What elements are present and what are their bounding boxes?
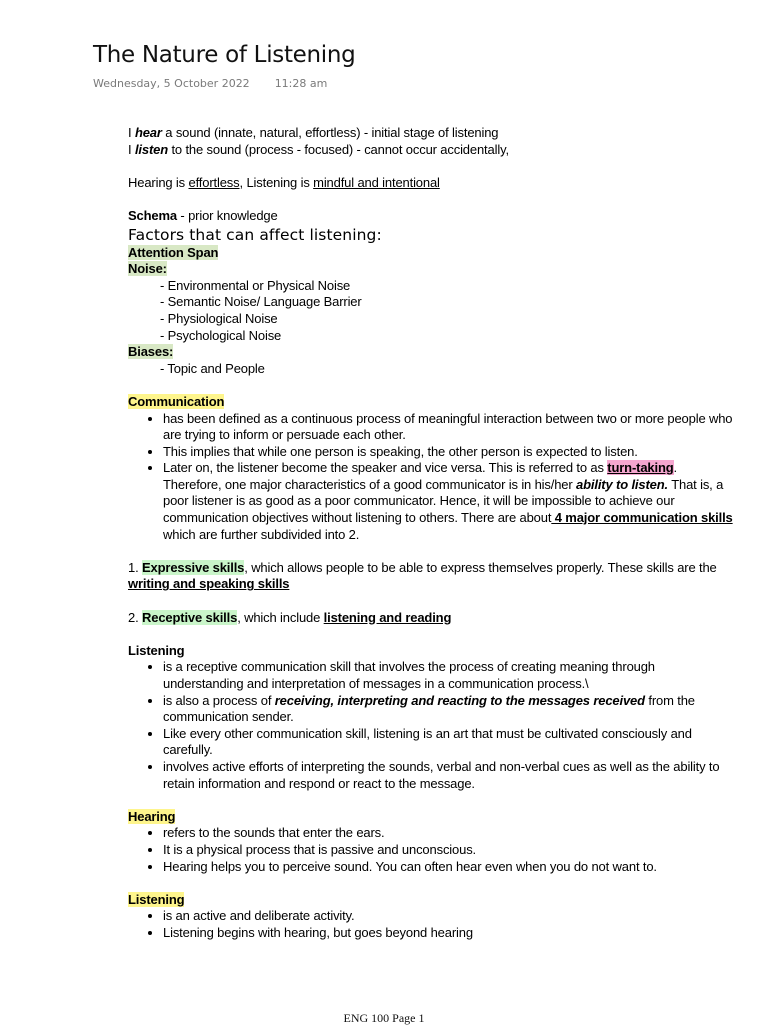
word-hear: hear [134,125,162,140]
receiving-term: receiving, interpreting and reacting to the messages received [274,692,645,708]
intro-line-hear [128,125,738,142]
text: , which include [237,609,324,625]
noise-item: - Semantic Noise/ Language Barrier [160,294,362,310]
list-item: • Like every other communication skill, listening is an art that must be cultivated consciously and carefully. [163,726,738,759]
list-item: • refers to the sounds that enter the ears. [163,825,738,842]
text: is also a process of [163,692,275,708]
attention-span-label: Attention Span [128,244,219,260]
expressive-skills-term: Expressive skills [142,559,245,575]
text: , Listening is [239,174,314,190]
receptive-skills-line [128,610,738,627]
underlined-mindful: mindful and intentional [313,174,440,190]
noise-label: Noise: [128,261,167,277]
biases-label: Biases: [128,344,174,360]
word-listen: listen [134,141,168,157]
list-item: • is an active and deliberate activity. [163,908,738,925]
text: Later on, the listener become the speaker and vice versa. This is referred to as [163,460,608,476]
hearing-vs-listening [128,175,738,192]
text: I [128,141,135,157]
listening-reading-term: listening and reading [323,609,452,625]
list-item: • is a receptive communication skill that involves the process of creating meaning through understanding and interpretation of messages in a communication process.\ [163,659,738,692]
list-item: • has been defined as a continuous process of meaningful interaction between two or more people who are trying to inform or persuade each other. [163,411,738,444]
communication-list [128,411,738,544]
factors-heading: Factors that can affect listening: [128,225,382,244]
hearing-heading: Hearing [128,808,176,824]
expressive-skills-line [128,560,738,593]
list-item: • Listening begins with hearing, but goes beyond hearing [163,925,738,942]
page-time: 11:28 am [274,77,328,90]
text: , which allows people to be able to express themselves properly. These skills are the [244,559,717,575]
noise-item: - Environmental or Physical Noise [160,277,351,293]
communication-heading: Communication [128,393,225,409]
list-item [163,460,738,543]
hearing-list [128,825,738,875]
text: from the communication sender. [163,692,695,725]
page-title: The Nature of Listening [93,42,356,68]
receptive-skills-term: Receptive skills [142,609,238,625]
ability-to-listen-term: ability to listen. [576,476,668,492]
noise-item: - Psychological Noise [160,327,282,343]
text: That is, a poor listener is as good as a poor communicator. Hence, it will be impossible to achieve our communication objectives without listening to others. There are about [163,476,724,526]
page-meta [93,77,327,90]
listening-heading: Listening [128,642,185,658]
biases-item: - Topic and People [160,360,265,376]
list-item: • This implies that while one person is speaking, the other person is expected to listen. [163,444,738,461]
list-item: • Hearing helps you to perceive sound. You can often hear even when you do not want to. [163,859,738,876]
schema-line [128,208,738,225]
list-item [163,693,738,726]
text: Hearing is [128,174,189,190]
text: 2. [128,609,143,625]
page-date: Wednesday, 5 October 2022 [93,77,250,90]
text: to the sound (process - focused) - cannot occur accidentally, [168,141,509,157]
writing-speaking-term: writing and speaking skills [128,576,290,592]
schema-term: Schema [128,207,177,223]
major-skills-term: 4 major communication skills [551,510,733,526]
listening-list-2 [128,908,738,941]
note-content [128,125,738,942]
text: - prior knowledge [176,207,278,223]
list-item: • It is a physical process that is passive and unconscious. [163,842,738,859]
listening-heading-2: Listening [128,891,185,907]
text: 1. [128,559,143,575]
listening-list [128,659,738,792]
text: which are further subdivided into 2. [163,526,360,542]
turn-taking-term: turn-taking [607,460,674,476]
text: . Therefore, one major characteristics of a good communicator is in his/her [163,460,677,492]
noise-item: - Physiological Noise [160,310,278,326]
text: I [128,125,135,140]
list-item: • involves active efforts of interpreting the sounds, verbal and non-verbal cues as well as the ability to retain information and respond or react to the message. [163,759,738,792]
intro-line-listen [128,142,738,159]
page-footer: ENG 100 Page 1 [343,1011,425,1025]
underlined-effortless: effortless [188,174,240,190]
text: a sound (innate, natural, effortless) - initial stage of listening [161,125,499,140]
